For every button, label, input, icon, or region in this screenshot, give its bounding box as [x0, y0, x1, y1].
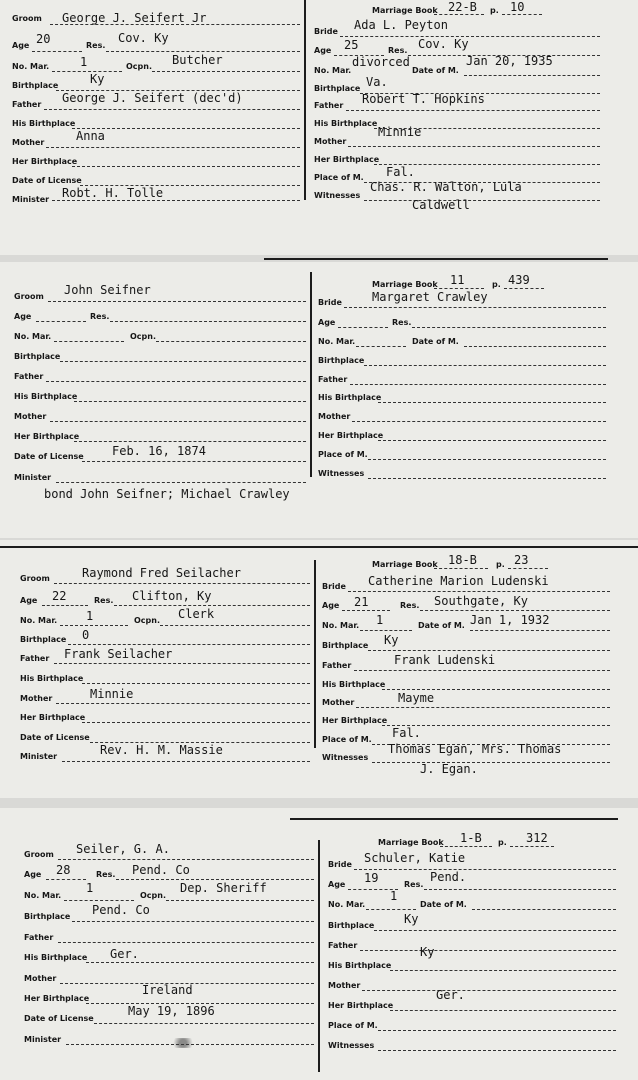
record-card-seilacher — [0, 540, 638, 798]
age-label: Age — [322, 601, 340, 610]
res-label: Res. — [86, 41, 106, 50]
groom-his-birthplace: Ger. — [110, 947, 139, 961]
record-card-seiler — [0, 808, 638, 1080]
bride-mother: Minnie — [378, 125, 422, 139]
underline — [82, 722, 310, 723]
bride-date-of-marriage: Jan 1, 1932 — [470, 613, 550, 627]
mother-label: Mother — [322, 698, 355, 707]
groom-mother: Minnie — [90, 687, 134, 701]
marriage-book-label: Marriage Book — [372, 280, 438, 289]
underline — [116, 879, 314, 880]
underline — [350, 384, 606, 385]
mother-label: Mother — [318, 412, 351, 421]
res-label: Res. — [94, 596, 114, 605]
her-birthplace-label: Her Birthplace — [318, 431, 384, 440]
underline — [434, 14, 484, 15]
underline — [382, 689, 610, 690]
bride-name: Schuler, Katie — [364, 851, 466, 865]
witnesses-line-2: J. Egan. — [420, 762, 478, 776]
groom-father: Frank Seilacher — [64, 647, 173, 661]
res-label: Res. — [392, 318, 412, 327]
mother-label: Mother — [20, 694, 53, 703]
underline — [60, 625, 128, 626]
father-label: Father — [328, 941, 358, 950]
underline — [368, 650, 610, 651]
bride-name: Catherine Marion Ludenski — [368, 574, 549, 588]
underline — [470, 630, 610, 631]
underline — [348, 146, 600, 147]
underline — [48, 301, 306, 302]
ocpn-label: Ocpn. — [140, 891, 167, 900]
groom-name: Raymond Fred Seilacher — [82, 566, 241, 580]
underline — [348, 591, 610, 592]
top-rule — [0, 546, 638, 548]
underline — [50, 421, 306, 422]
underline — [366, 909, 416, 910]
father-label: Father — [314, 101, 344, 110]
underline — [354, 670, 610, 671]
underline — [32, 51, 82, 52]
father-label: Father — [12, 100, 42, 109]
her-birthplace-label: Her Birthplace — [24, 994, 90, 1003]
underline — [62, 761, 310, 762]
mother-label: Mother — [314, 137, 347, 146]
marriage-book-number: 1-B — [460, 831, 482, 845]
page-label: p. — [490, 6, 499, 15]
underline — [338, 327, 388, 328]
place-of-m-label: Place of M. — [314, 173, 364, 182]
mother-label: Mother — [12, 138, 45, 147]
page-number: 439 — [508, 273, 530, 287]
underline — [378, 1050, 616, 1051]
underline — [372, 762, 610, 763]
marriage-book-number: 22-B — [448, 0, 477, 14]
bride-date-of-marriage: Jan 20, 1935 — [466, 54, 553, 68]
groom-res: Clifton, Ky — [132, 589, 212, 603]
top-rule — [264, 258, 608, 260]
father-label: Father — [24, 933, 54, 942]
groom-age: 22 — [52, 589, 67, 603]
underline — [54, 341, 124, 342]
column-divider — [314, 560, 316, 748]
his-birthplace-label: His Birthplace — [322, 680, 386, 689]
column-divider — [304, 0, 306, 200]
underline — [464, 75, 600, 76]
underline — [420, 610, 610, 611]
marriage-book-label: Marriage Book — [372, 560, 438, 569]
birthplace-label: Birthplace — [20, 635, 67, 644]
witnesses-label: Witnesses — [314, 191, 361, 200]
his-birthplace-label: His Birthplace — [24, 953, 88, 962]
place-of-marriage: Fal. — [386, 165, 415, 179]
top-rule — [290, 818, 618, 820]
mother-label: Mother — [24, 974, 57, 983]
underline — [36, 321, 86, 322]
age-label: Age — [20, 596, 38, 605]
marriage-book-label: Marriage Book — [378, 838, 444, 847]
witnesses-line-1: Chas. R. Walton, Lula — [370, 180, 522, 194]
her-birthplace-label: Her Birthplace — [20, 713, 86, 722]
underline — [56, 703, 310, 704]
res-label: Res. — [388, 46, 408, 55]
underline — [472, 909, 616, 910]
record-card-seifner — [0, 262, 638, 538]
father-label: Father — [318, 375, 348, 384]
underline — [82, 461, 306, 462]
place-of-m-label: Place of M. — [318, 450, 368, 459]
age-label: Age — [24, 870, 42, 879]
groom-res: Cov. Ky — [118, 31, 169, 45]
groom-name: George J. Seifert Jr — [62, 11, 207, 25]
age-label: Age — [314, 46, 332, 55]
res-label: Res. — [400, 601, 420, 610]
ocpn-label: Ocpn. — [130, 332, 157, 341]
page-number: 312 — [526, 831, 548, 845]
underline — [424, 889, 616, 890]
groom-her-birthplace: Ireland — [142, 983, 193, 997]
bride-his-birthplace: Ky — [420, 945, 435, 959]
groom-age: 20 — [36, 32, 51, 46]
date-of-license-label: Date of License — [12, 176, 82, 185]
groom-mother: Anna — [76, 129, 105, 143]
underline — [72, 128, 300, 129]
underline — [364, 200, 600, 201]
bride-label: Bride — [322, 582, 346, 591]
minister-label: Minister — [12, 195, 50, 204]
res-label: Res. — [96, 870, 116, 879]
bride-res: Pend. — [430, 870, 467, 884]
bride-no-mar: 1 — [390, 889, 398, 903]
groom-label: Groom — [14, 292, 44, 301]
groom-label: Groom — [24, 850, 54, 859]
minister-label: Minister — [24, 1035, 62, 1044]
no-mar-label: No. Mar. — [14, 332, 52, 341]
mother-label: Mother — [328, 981, 361, 990]
groom-occupation: Butcher — [172, 53, 223, 67]
groom-label: Groom — [20, 574, 50, 583]
bride-her-birthplace: Ger. — [436, 988, 465, 1002]
date-of-m-label: Date of M. — [420, 900, 467, 909]
witnesses-line-1: Thomas Egan, Mrs. Thomas — [388, 742, 562, 756]
groom-name: John Seifner — [64, 283, 151, 297]
bride-birthplace: Ky — [404, 912, 419, 926]
underline — [360, 630, 412, 631]
underline — [356, 707, 610, 708]
underline — [42, 605, 88, 606]
groom-father: George J. Seifert (dec'd) — [62, 91, 243, 105]
column-divider — [318, 840, 320, 1072]
underline — [412, 327, 606, 328]
bride-label: Bride — [328, 860, 352, 869]
res-label: Res. — [90, 312, 110, 321]
bride-birthplace: Va. — [366, 75, 388, 89]
bond-note: bond John Seifner; Michael Crawley — [44, 487, 290, 501]
bride-birthplace: Ky — [384, 633, 399, 647]
underline — [52, 71, 122, 72]
place-of-m-label: Place of M. — [322, 735, 372, 744]
date-of-m-label: Date of M. — [412, 337, 459, 346]
groom-no-mar: 1 — [80, 55, 88, 69]
underline — [434, 288, 484, 289]
underline — [504, 288, 544, 289]
underline — [378, 402, 606, 403]
bride-name: Margaret Crawley — [372, 290, 488, 304]
groom-birthplace: Ky — [90, 72, 105, 86]
underline — [378, 440, 606, 441]
bride-name: Ada L. Peyton — [354, 18, 448, 32]
underline — [502, 14, 542, 15]
her-birthplace-label: Her Birthplace — [14, 432, 80, 441]
father-label: Father — [14, 372, 44, 381]
groom-age: 28 — [56, 863, 71, 877]
groom-occupation: Clerk — [178, 607, 215, 621]
mother-label: Mother — [14, 412, 47, 421]
underline — [54, 663, 310, 664]
no-mar-label: No. Mar. — [318, 337, 356, 346]
groom-name: Seiler, G. A. — [76, 842, 170, 856]
underline — [58, 859, 314, 860]
underline — [352, 421, 606, 422]
marriage-book-number: 18-B — [448, 553, 477, 567]
bride-label: Bride — [314, 27, 338, 36]
bride-res: Southgate, Ky — [434, 594, 528, 608]
underline — [356, 346, 406, 347]
page-label: p. — [492, 280, 501, 289]
underline — [94, 1023, 314, 1024]
res-label: Res. — [404, 880, 424, 889]
ink-smudge — [170, 1038, 196, 1048]
birthplace-label: Birthplace — [318, 356, 365, 365]
bride-label: Bride — [318, 298, 342, 307]
minister-name: Rev. H. M. Massie — [100, 743, 223, 757]
underline — [374, 930, 616, 931]
underline — [110, 321, 306, 322]
her-birthplace-label: Her Birthplace — [322, 716, 388, 725]
bride-age: 21 — [354, 595, 369, 609]
underline — [342, 610, 390, 611]
bride-res: Cov. Ky — [418, 37, 469, 51]
underline — [114, 605, 310, 606]
underline — [56, 482, 306, 483]
underline — [340, 36, 600, 37]
date-of-license-label: Date of License — [14, 452, 84, 461]
groom-no-mar: 1 — [86, 609, 94, 623]
underline — [440, 846, 492, 847]
underline — [82, 683, 310, 684]
bride-no-mar: divorced — [352, 55, 410, 69]
age-label: Age — [328, 880, 346, 889]
underline — [510, 846, 554, 847]
father-label: Father — [20, 654, 50, 663]
underline — [74, 441, 306, 442]
no-mar-label: No. Mar. — [314, 66, 352, 75]
birthplace-label: Birthplace — [14, 352, 61, 361]
birthplace-label: Birthplace — [12, 81, 59, 90]
witnesses-line-2: Caldwell — [412, 198, 470, 212]
groom-date-of-license: May 19, 1896 — [128, 1004, 215, 1018]
his-birthplace-label: His Birthplace — [318, 393, 382, 402]
date-of-m-label: Date of M. — [412, 66, 459, 75]
underline — [58, 942, 314, 943]
column-divider — [310, 272, 312, 477]
underline — [72, 921, 314, 922]
place-of-marriage: Fal. — [392, 726, 421, 740]
her-birthplace-label: Her Birthplace — [12, 157, 78, 166]
birthplace-label: Birthplace — [322, 641, 369, 650]
groom-label: Groom — [12, 14, 42, 23]
date-of-license-label: Date of License — [20, 733, 90, 742]
his-birthplace-label: His Birthplace — [20, 674, 84, 683]
date-of-license-label: Date of License — [24, 1014, 94, 1023]
no-mar-label: No. Mar. — [12, 62, 50, 71]
her-birthplace-label: Her Birthplace — [328, 1001, 394, 1010]
witnesses-label: Witnesses — [328, 1041, 375, 1050]
underline — [344, 307, 606, 308]
ocpn-label: Ocpn. — [134, 616, 161, 625]
his-birthplace-label: His Birthplace — [314, 119, 378, 128]
father-label: Father — [322, 661, 352, 670]
witnesses-label: Witnesses — [322, 753, 369, 762]
bride-age: 19 — [364, 871, 379, 885]
underline — [54, 583, 310, 584]
his-birthplace-label: His Birthplace — [14, 392, 78, 401]
age-label: Age — [318, 318, 336, 327]
underline — [346, 110, 600, 111]
underline — [60, 361, 306, 362]
groom-birthplace: Pend. Co — [92, 903, 150, 917]
underline — [46, 879, 86, 880]
place-of-m-label: Place of M. — [328, 1021, 378, 1030]
marriage-book-number: 11 — [450, 273, 465, 287]
underline — [68, 644, 310, 645]
underline — [74, 401, 306, 402]
underline — [364, 365, 606, 366]
his-birthplace-label: His Birthplace — [328, 961, 392, 970]
record-card-seifert — [0, 0, 638, 255]
underline — [64, 900, 134, 901]
bride-father: Frank Ludenski — [394, 653, 496, 667]
underline — [464, 346, 606, 347]
underline — [152, 71, 300, 72]
underline — [106, 51, 300, 52]
groom-occupation: Dep. Sheriff — [180, 881, 267, 895]
bride-mother: Mayme — [398, 691, 435, 705]
underline — [46, 381, 306, 382]
bride-age: 25 — [344, 38, 359, 52]
underline — [390, 1010, 616, 1011]
birthplace-label: Birthplace — [328, 921, 375, 930]
underline — [378, 1030, 616, 1031]
underline — [52, 200, 300, 201]
underline — [46, 147, 300, 148]
page-label: p. — [498, 838, 507, 847]
his-birthplace-label: His Birthplace — [12, 119, 76, 128]
underline — [86, 962, 314, 963]
underline — [368, 478, 606, 479]
birthplace-label: Birthplace — [314, 84, 361, 93]
groom-res: Pend. Co — [132, 863, 190, 877]
birthplace-label: Birthplace — [24, 912, 71, 921]
page-number: 23 — [514, 553, 529, 567]
marriage-book-label: Marriage Book — [372, 6, 438, 15]
underline — [44, 109, 300, 110]
minister-name: Robt. H. Tolle — [62, 186, 164, 200]
underline — [368, 459, 606, 460]
underline — [160, 625, 310, 626]
underline — [434, 568, 488, 569]
bride-father: Robert T. Hopkins — [362, 92, 485, 106]
underline — [362, 990, 616, 991]
groom-no-mar: 1 — [86, 881, 94, 895]
no-mar-label: No. Mar. — [328, 900, 366, 909]
minister-label: Minister — [20, 752, 58, 761]
page-number: 10 — [510, 0, 525, 14]
underline — [166, 900, 314, 901]
no-mar-label: No. Mar. — [24, 891, 62, 900]
underline — [508, 568, 548, 569]
no-mar-label: No. Mar. — [20, 616, 58, 625]
underline — [72, 166, 300, 167]
bride-no-mar: 1 — [376, 613, 384, 627]
groom-date-of-license: Feb. 16, 1874 — [112, 444, 206, 458]
underline — [156, 341, 306, 342]
underline — [354, 869, 616, 870]
witnesses-label: Witnesses — [318, 469, 365, 478]
age-label: Age — [14, 312, 32, 321]
page-label: p. — [496, 560, 505, 569]
no-mar-label: No. Mar. — [322, 621, 360, 630]
ocpn-label: Ocpn. — [126, 62, 153, 71]
minister-label: Minister — [14, 473, 52, 482]
age-label: Age — [12, 41, 30, 50]
her-birthplace-label: Her Birthplace — [314, 155, 380, 164]
groom-birthplace: 0 — [82, 628, 90, 642]
underline — [360, 950, 616, 951]
underline — [390, 970, 616, 971]
date-of-m-label: Date of M. — [418, 621, 465, 630]
